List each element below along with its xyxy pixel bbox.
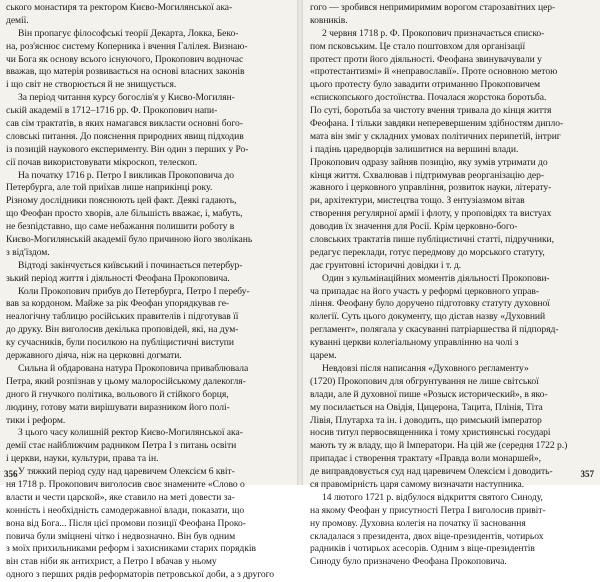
text-line: кінця життя. Схвалював і підтримував реорганізацію дер-	[310, 169, 545, 181]
text-line: державного діяча, ніж на церковні догмати.	[6, 350, 182, 362]
text-line: ку сучасників, були посилкою на публіцистичні виступи	[6, 337, 234, 349]
text-line: Коли Прокопович прибув до Петербурга, Петро І перебу-	[18, 285, 250, 297]
text-line: що Феофан просто хворів, але більшість вважає, і, мабуть,	[6, 208, 243, 220]
text-line: неалогічну таблицю російських правителів і підготував її	[6, 311, 239, 323]
book-gutter	[297, 0, 303, 485]
text-line: З цього часу колишній ректор Києво-Могилянської ака-	[18, 427, 243, 439]
text-line: де виправдовується суд над царевичем Олексієм і доводить-	[310, 466, 553, 478]
text-line: гого — зробився непримиримим ворогом старозавітних цер-	[310, 2, 556, 13]
text-line: Один з кульмінаційних моментів діяльності Прокопови-	[322, 272, 550, 284]
text-line: і церкви, науки, культури, права та ін.	[6, 453, 159, 465]
text-line: дає грунтовні історичні довідки і т. д.	[310, 259, 462, 271]
text-line: власти и чести царской», яке ставило на меті довести за-	[6, 491, 235, 503]
text-line: на, роз'яснює систему Коперника і вчення Галілея. Визнаю-	[6, 40, 248, 52]
text-line: му посилається на Овідія, Цицерона, Тацита, Плінія, Тіта	[310, 401, 543, 413]
text-line: і падінь царедворців залишитися на вершині влади.	[310, 143, 519, 155]
text-line: ри, архітектури, мистецтва тощо. З ентузіазмом вітав	[310, 195, 525, 207]
right-page	[304, 0, 600, 568]
text-line: ну промову. Духовна колегія на початку її засновання	[310, 517, 526, 529]
text-line: 14 лютого 1721 р. відбулося відкриття святого Синоду,	[322, 491, 543, 503]
text-line: ковників.	[310, 14, 348, 26]
right-page-number: 357	[580, 469, 594, 479]
text-line: Синоду було призначено Феофана Прокоповича.	[310, 556, 507, 568]
text-line: доводив їх значення для Росії. Крім церковно-бого-	[310, 221, 518, 233]
text-line: складалася з президента, двох віце-президентів, чотирьох	[310, 530, 544, 542]
text-line: регламент», полягала у скасуванні патріаршества й підпоряд-	[310, 324, 559, 336]
text-line: На початку 1716 р. Петро І викликав Прокоповича до	[18, 169, 234, 181]
text-line: словських трактатів пише публіцистичні статті, підручники,	[310, 234, 554, 246]
text-line: тики і реформ.	[6, 414, 66, 426]
text-line: Він пропагує філософські теорії Декарта, Локка, Беко-	[18, 27, 239, 39]
text-line: радників і чотирьох асесорів. Одним з віце-президентів	[310, 543, 535, 555]
text-line: вав за кордоном. Майже за рік Феофан упорядкував ге-	[6, 298, 230, 310]
text-line: і що світ не створюється й не знищується.	[6, 79, 177, 91]
text-line: словські питання. До пояснення природних явищ підходив	[6, 130, 244, 142]
text-line: Феофана. І тільки завдяки неперевершеним здібностям дипло-	[310, 118, 564, 130]
text-line: царем.	[310, 350, 337, 362]
text-line: влади, але й духовної пише «Розыск исторический», в яко-	[310, 388, 548, 400]
text-line: чи Бога як основу всього існуючого, Прокопович водночас	[6, 53, 244, 65]
text-line: зький період життя і діяльності Феофана Прокоповича.	[6, 272, 230, 284]
text-line: людину, готову мати вирішувати виразником його полі-	[6, 401, 230, 413]
text-line: Прокопович одразу зайняв позицію, яку зумів утримати до	[310, 156, 548, 168]
text-line: Різному дослідники пояснюють цей факт. Деякі гадають,	[6, 195, 237, 207]
text-line: Невдовзі після написання «Духовного регламенту»	[322, 362, 529, 374]
text-line: Лівія, Плутарха та ін. і доводить, що римський імператор	[310, 414, 542, 426]
text-line: ча припадає на його участь у реформі церковного управ-	[310, 285, 540, 297]
text-line: із позицій наукового експерименту. Він один з перших у Ро-	[6, 143, 249, 155]
text-line: (1720) Прокопович для обгрунтування не лише світської	[310, 375, 539, 387]
text-line: Відтоді закінчується київський і починається петербур-	[18, 259, 243, 271]
text-line: не безпідставно, що саме небажання полишити роботу в	[6, 221, 235, 233]
left-page-number: 356	[4, 469, 18, 479]
text-line: цього протесту було завадити отриманню Прокоповичем	[310, 79, 541, 91]
text-line: конність і необхідність самодержавної влади, показати, що	[6, 504, 245, 516]
text-line: ського монастиря та ректором Києво-Могилянської ака-	[6, 2, 233, 13]
text-line: ській академії в 1712–1716 рр. Ф. Прокопович напи-	[6, 105, 218, 117]
text-line: «єпископського достоїнства. Почалася жорстока боротьба.	[310, 92, 547, 104]
text-line: У тяжкий період суду над царевичем Олексієм 6 квіт-	[18, 466, 235, 478]
left-page-text	[6, 2, 290, 582]
text-line: 2 червня 1718 р. Ф. Прокопович призначається єписко-	[322, 27, 545, 39]
text-line: до друку. Він виголосив декілька проповідей, які, на дум-	[6, 324, 239, 336]
text-line: По суті, боротьба за чистоту вчення тривала до кінця життя	[310, 105, 552, 117]
text-line: на якому Феофан у присутності Петра І виголосив привіт-	[310, 504, 546, 516]
text-line: сав сім трактатів, в яких намагався викласти основні бого-	[6, 118, 243, 130]
text-line: мата він зміг у складних умовах політичних перипетій, інтриг	[310, 130, 561, 142]
text-line: ня 1718 р. Прокопович виголосив своє знамените «Слово о	[6, 478, 245, 490]
text-line: ся правомірність царя самому визначати наступника.	[310, 478, 525, 490]
text-line: пом псковським. Це стало поштовхом для організації	[310, 40, 526, 52]
text-line: Сильна й обдарована натура Прокоповича приваблювала	[18, 362, 249, 374]
text-line: сії почав використовувати мікроскоп, телескоп.	[6, 156, 198, 168]
text-line: Києво-Могилянській академії було причиною його зволікань	[6, 234, 253, 246]
text-line: Петра, який розпізнав у цьому малоросійському далекогля-	[6, 375, 246, 387]
text-line: носив титул первосвященника і тому християнські государі	[310, 427, 551, 439]
text-line: повича були зміцнені чітко і недвозначно. Він був одним	[6, 530, 236, 542]
text-line: мають ту ж владу, що й Імператори. На цій же (середня 1722 р.)	[310, 440, 568, 452]
text-line: колегії. Суть цього документу, що дістав назву «Духовний	[310, 311, 546, 323]
right-page-text	[310, 2, 592, 569]
text-line: він став ніби як антихрист, а Петро І вбачав у ньому	[6, 556, 217, 568]
text-line: з від'їздом.	[6, 246, 50, 258]
text-line: дного й гнучкого політика, вольового й стійкого борця,	[6, 388, 229, 400]
text-line: з моїх прихильниками реформ і захисниками старих порядків	[6, 543, 256, 555]
text-line: За період читання курсу богослів'я у Києво-Могилян-	[18, 92, 235, 104]
text-line: протест проти його діяльності. Феофана звинувачували у	[310, 53, 542, 65]
text-line: Петербурга, але той приїхав лише наприкінці року.	[6, 182, 213, 194]
text-line: «протестантизмі» й «неправославії». Проте основною метою	[310, 66, 558, 78]
text-line: демії стає найближчим радником Петра І з питань освіти	[6, 440, 237, 452]
text-line: жавного і церковного управління, розвиток науки, літерату-	[310, 182, 552, 194]
text-line: редагує переклади, готує передмову до морського статуту,	[310, 246, 545, 258]
text-line: припадає і створення трактату «Правда воли монаршей»,	[310, 453, 541, 465]
text-line: вона від Бога... Після цієї промови позиції Феофана Проко-	[6, 517, 246, 529]
text-line: одного з перших рядів реформаторів петровської доби, а з другого	[6, 569, 275, 581]
text-line: куванні церкви колегіальному управлінню на чолі з	[310, 337, 519, 349]
text-line: ління. Феофану було доручено підготовку статуту духовної	[310, 298, 550, 310]
left-page	[0, 0, 296, 581]
text-line: демії.	[6, 14, 29, 26]
text-line: створення регулярної армії і флоту, у проповідях та вистуах	[310, 208, 552, 220]
text-line: вважав, що матерія розвивається на основі власних законів	[6, 66, 245, 78]
